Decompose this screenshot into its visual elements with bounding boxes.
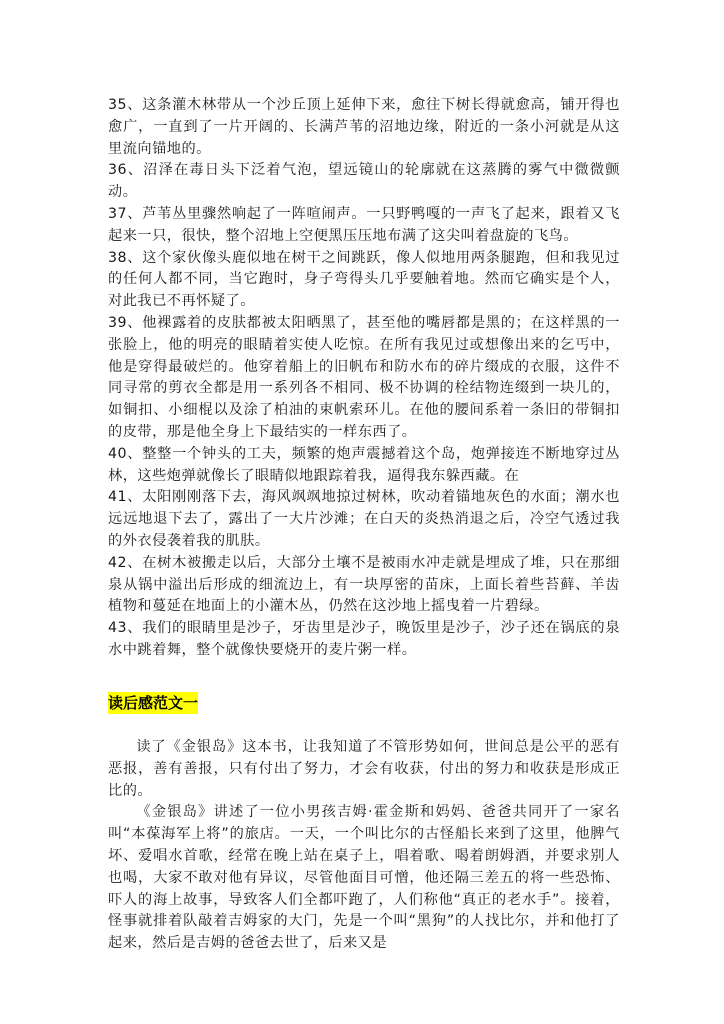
excerpt-41: 41、太阳刚刚落下去，海风飒飒地掠过树林，吹动着锚地灰色的水面；潮水也远远地退下去了，露出了一大片沙滩；在白天的炎热消退之后，冷空气透过我的外衣侵袭着我的肌肤。 — [108, 489, 620, 549]
essay-paragraph-1: 读了《金银岛》这本书，让我知道了不管形势如何，世间总是公平的恶有恶报，善有善报，只有付出了努力，才会有收获，付出的努力和收获是形成正比的。 — [108, 739, 620, 799]
excerpt-36: 36、沼泽在毒日头下泛着气泡，望远镜山的轮廓就在这蒸腾的雾气中微微颤动。 — [108, 162, 620, 201]
excerpt-39: 39、他裸露着的皮肤都被太阳晒黑了，甚至他的嘴唇都是黑的；在这样黑的一张脸上，他的明亮的眼睛着实使人吃惊。在所有我见过或想像出来的乞丐中，他是穿得最破烂的。他穿着船上的旧帆布和防水布的碎片缀成的衣服，这件不同寻常的剪衣全都是用一系列各不相同、极不协调的栓结物连缀到一块儿的，如铜扣、小细棍以及涂了柏油的束帆索环儿。在他的腰间系着一条旧的带铜扣的皮带，那是他全身上下最结实的一样东西了。 — [108, 314, 620, 440]
essay-paragraph-2: 《金银岛》讲述了一位小男孩吉姆·霍金斯和妈妈、爸爸共同开了一家名叫“本葆海军上将”的旅店。一天，一个叫比尔的古怪船长来到了这里，他脾气坏、爱唱水首歌，经常在晚上站在桌子上，唱着歌、喝着朗姆酒，并要求别人也喝，大家不敢对他有异议，尽管他面目可憎，他还隔三差五的将一些恐怖、吓人的海上故事，导致客人们全都吓跑了，人们称他“真正的老水手”。接着，怪事就排着队敲着吉姆家的大门，先是一个叫“黑狗”的人找比尔，并和他打了起来，然后是吉姆的爸爸去世了，后来又是 — [108, 804, 620, 952]
excerpt-40: 40、整整一个钟头的工夫，频繁的炮声震撼着这个岛，炮弹接连不断地穿过丛林，这些炮弹就像长了眼睛似地跟踪着我，逼得我东躲西藏。在 — [108, 445, 620, 484]
excerpt-43: 43、我们的眼睛里是沙子，牙齿里是沙子，晚饭里是沙子，沙子还在锅底的泉水中跳着舞，整个就像快要烧开的麦片粥一样。 — [108, 620, 620, 658]
excerpt-37: 37、芦苇丛里骤然响起了一阵喧闹声。一只野鸭嘎的一声飞了起来，跟着又飞起来一只，很快，整个沼地上空便黑压压地布满了这尖叫着盘旋的飞鸟。 — [108, 205, 620, 244]
excerpt-42: 42、在树木被搬走以后，大部分土壤不是被雨水冲走就是埋成了堆，只在那细泉从锅中溢出后形成的细流边上，有一块厚密的苗床，上面长着些苔藓、羊齿植物和蔓延在地面上的小灌木丛，仍然在这沙地上摇曳着一片碧绿。 — [108, 554, 620, 615]
essay-body — [108, 737, 620, 955]
excerpt-list — [108, 95, 620, 662]
section-heading-wrap — [108, 692, 198, 714]
section-heading: 读后感范文一 — [108, 694, 199, 712]
excerpt-35: 35、这条灌木林带从一个沙丘顶上延伸下来，愈往下树长得就愈高，铺开得也愈广，一直到了一片开阔的、长满芦苇的沼地边缘，附近的一条小河就是从这里流向锚地的。 — [108, 97, 620, 157]
excerpt-38: 38、这个家伙像头鹿似地在树干之间跳跃，像人似地用两条腿跑，但和我见过的任何人都不同，当它跑时，身子弯得头几乎要触着地。然而它确实是个人，对此我已不再怀疑了。 — [108, 249, 620, 310]
